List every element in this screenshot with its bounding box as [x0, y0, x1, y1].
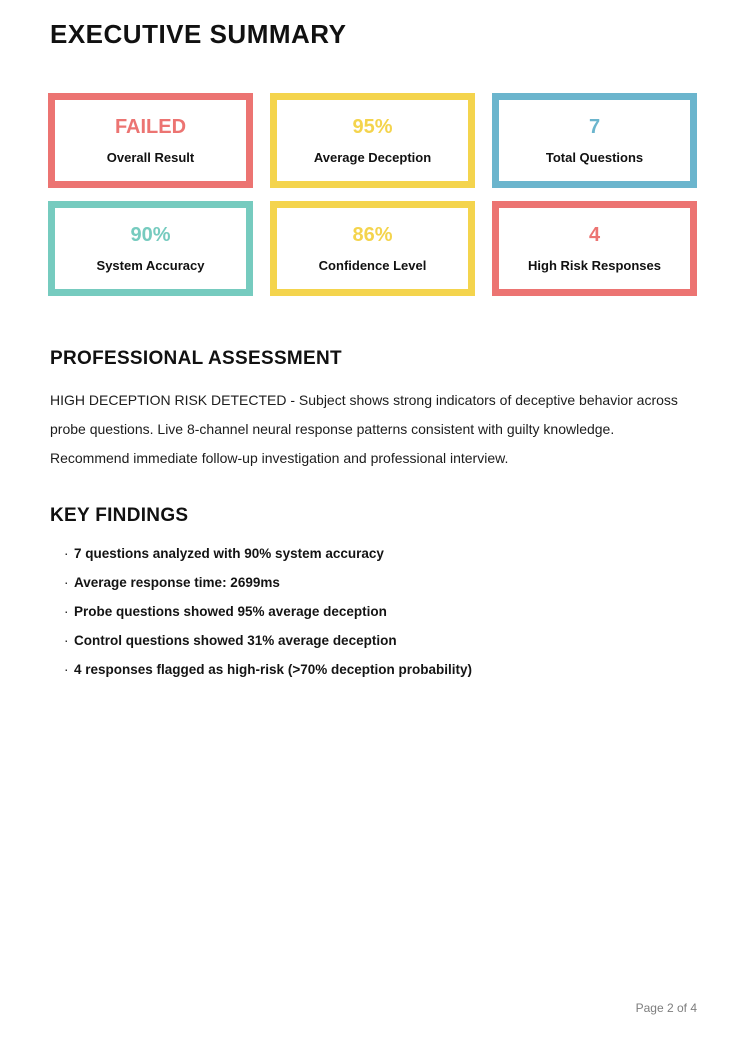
stat-value: 90% [130, 223, 171, 246]
assessment-body-text: HIGH DECEPTION RISK DETECTED - Subject shows strong indicators of deceptive behavior across probe questions. Live 8-channel neural response patterns consistent with guilty knowledge. Recommend immediate follow-up investigation and professional interview. [50, 391, 678, 466]
key-findings-heading: KEY FINDINGS [50, 504, 189, 526]
stat-card-confidence-level [270, 201, 475, 296]
stat-label: Total Questions [545, 149, 644, 165]
assessment-heading: PROFESSIONAL ASSESSMENT [50, 347, 342, 369]
finding-item: · Control questions showed 31% average deception [64, 634, 697, 648]
stat-value: FAILED [114, 115, 187, 138]
page-title: EXECUTIVE SUMMARY [50, 19, 347, 49]
stat-value: 95% [352, 115, 393, 138]
stat-cards-grid [48, 93, 697, 296]
stat-label: High Risk Responses [528, 257, 661, 273]
stat-label: Overall Result [106, 149, 195, 165]
stat-card-average-deception [270, 93, 475, 188]
key-findings-section [50, 505, 697, 677]
stat-card-system-accuracy [48, 201, 253, 296]
stat-value: 86% [352, 223, 393, 246]
findings-list [50, 547, 697, 677]
finding-item: · Average response time: 2699ms [64, 576, 697, 590]
stat-card-high-risk-responses [492, 201, 697, 296]
stat-label: Average Deception [313, 149, 432, 165]
finding-item: · 7 questions analyzed with 90% system accuracy [64, 547, 697, 561]
finding-item: · 4 responses flagged as high-risk (>70% deception probability) [64, 663, 697, 677]
professional-assessment-section [50, 348, 697, 473]
stat-card-total-questions [492, 93, 697, 188]
page-number: Page 2 of 4 [635, 1001, 697, 1015]
stat-value: 7 [588, 115, 601, 138]
stat-value: 4 [588, 223, 601, 246]
finding-item: · Probe questions showed 95% average deception [64, 605, 697, 619]
stat-label: Confidence Level [318, 257, 427, 273]
stat-label: System Accuracy [96, 257, 205, 273]
stat-card-overall-result [48, 93, 253, 188]
